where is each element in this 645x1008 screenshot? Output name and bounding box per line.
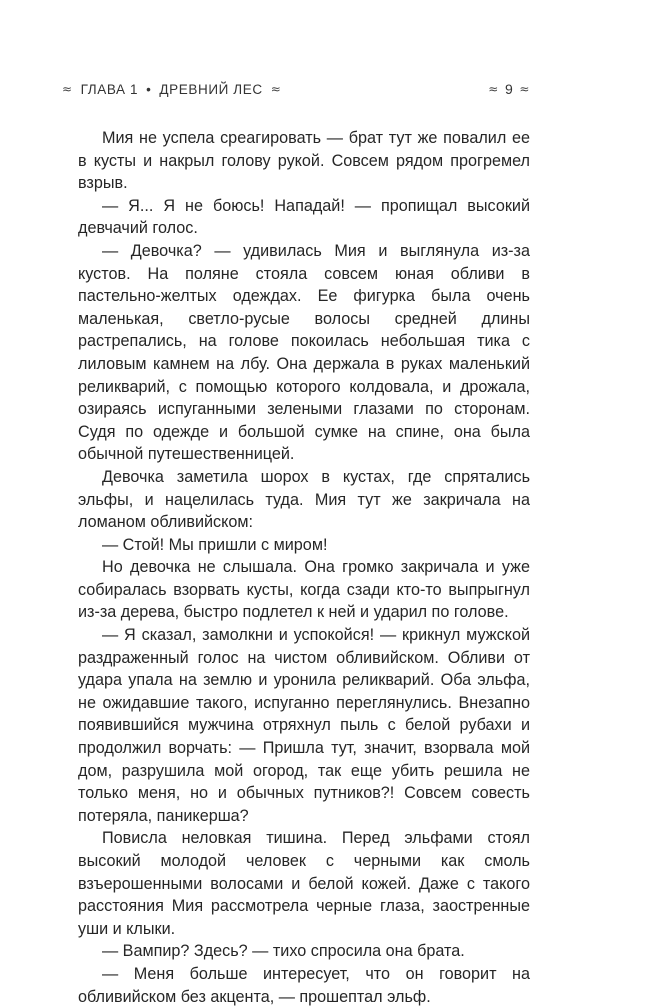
paragraph: Но девочка не слышала. Она громко закричала и уже собиралась взорвать кусты, когда сзади кто-то выпрыгнул из-за дерева, быстро подлетел к ней и ударил по голове. bbox=[78, 558, 530, 622]
paragraph: — Я... Я не боюсь! Нападай! — пропищал высокий девчачий голос. bbox=[78, 196, 530, 238]
page-ornament-icon: ≈ bbox=[488, 82, 499, 96]
chapter-label: ГЛАВА 1 bbox=[80, 81, 139, 97]
bullet-icon: • bbox=[146, 81, 152, 97]
chapter-heading bbox=[62, 82, 281, 97]
paragraph: — Вампир? Здесь? — тихо спросила она брата. bbox=[102, 942, 465, 961]
header-ornament-icon: ≈ bbox=[270, 82, 282, 96]
page-ornament-icon: ≈ bbox=[519, 82, 530, 96]
chapter-title: ДРЕВНИЙ ЛЕС bbox=[159, 81, 263, 97]
paragraph: Повисла неловкая тишина. Перед эльфами стоял высокий молодой человек с черными как смоль взъерошенными волосами и белой кожей. Даже с такого расстояния Мия рассмотрела черные глаза, заостренные уши и клыки. bbox=[78, 829, 530, 938]
header-ornament-icon: ≈ bbox=[62, 82, 73, 96]
page-number-block bbox=[488, 81, 530, 97]
paragraph: — Я сказал, замолкни и успокойся! — крикнул мужской раздраженный голос на чистом обливийском. Обливи от удара упала на землю и уронила реликварий. Оба эльфа, не ожидавшие такого, испуганно переглянулись. Внезапно появившийся мужчина отряхнул пыль с белой рубахи и продолжил ворчать: — Пришла тут, значит, взорвала мой дом, разрушила мой огород, так еще убить решила не только меня, но и обычных путников?! Совсем совесть потеряла, паникерша? bbox=[78, 626, 530, 825]
running-header bbox=[62, 78, 530, 100]
paragraph: Мия не успела среагировать — брат тут же повалил ее в кусты и накрыл голову рукой. Совсем рядом прогремел взрыв. bbox=[78, 129, 530, 193]
paragraph: — Девочка? — удивилась Мия и выглянула из-за кустов. На поляне стояла совсем юная обливи в пастельно-желтых одеждах. Ее фигурка была очень маленькая, светло-русые волосы средней длины растрепались, на голове покоилась небольшая тика с лиловым камнем на лбу. Она держала в руках маленький реликварий, с помощью которого колдовала, и дрожала, озираясь испуганными зелеными глазами по сторонам. Судя по одежде и большой сумке на спине, она была обычной путешественницей. bbox=[78, 241, 530, 464]
paragraph: — Стой! Мы пришли с миром! bbox=[102, 535, 328, 554]
page-number: 9 bbox=[504, 81, 514, 97]
paragraph: — Меня больше интересует, что он говорит на обливийском без акцента, — прошептал эльф. bbox=[78, 964, 530, 1006]
paragraph: Девочка заметила шорох в кустах, где спрятались эльфы, и нацелилась туда. Мия тут же закричала на ломаном обливийском: bbox=[78, 467, 530, 532]
body-text bbox=[78, 127, 530, 1008]
